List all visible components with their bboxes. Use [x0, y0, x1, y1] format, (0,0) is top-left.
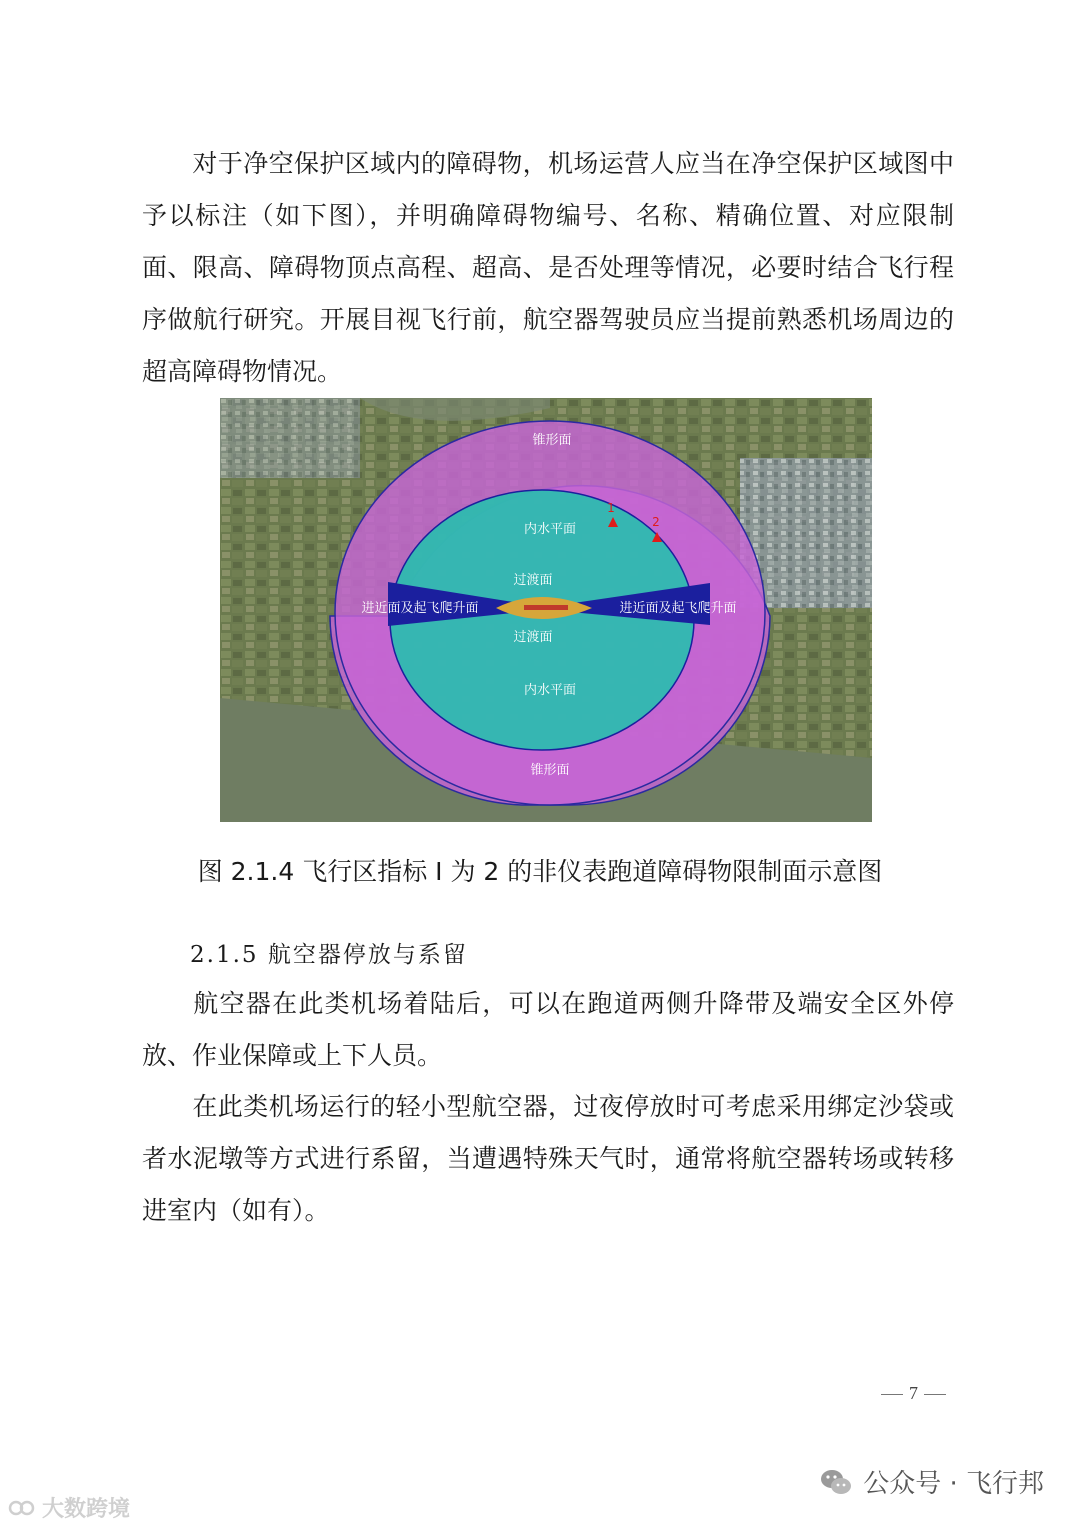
urban-area-nw [220, 398, 360, 478]
label-inner-horizontal-top: 内水平面 [523, 522, 577, 537]
paragraph-obstacles [142, 138, 954, 398]
paragraph-parking-text: 航空器在此类机场着陆后，可以在跑道两侧升降带及端安全区外停放、作业保障或上下人员。 [142, 989, 954, 1070]
figure-caption: 图 2.1.4 飞行区指标 I 为 2 的非仪表跑道障碍物限制面示意图 [197, 857, 883, 886]
label-approach-right: 进近面及起飞爬升面 [619, 601, 737, 616]
wechat-account [819, 1463, 1044, 1500]
wechat-label: 公众号 · 飞行邦 [863, 1469, 1044, 1499]
watermark-text: 大数跨境 [42, 1497, 131, 1522]
wechat-icon [819, 1465, 853, 1499]
paragraph-mooring-text: 在此类机场运行的轻小型航空器，过夜停放时可考虑采用绑定沙袋或者水泥墩等方式进行系留，当遭遇特殊天气时，通常将航空器转场或转移进室内（如有）。 [142, 1092, 954, 1225]
watermark [8, 1492, 130, 1523]
label-transitional-bottom: 过渡面 [513, 630, 553, 645]
section-heading: 2.1.5 航空器停放与系留 [190, 942, 468, 968]
paragraph-obstacles-text: 对于净空保护区域内的障碍物，机场运营人应当在净空保护区域图中予以标注（如下图），并明确障碍物编号、名称、精确位置、对应限制面、限高、障碍物顶点高程、超高、是否处理等情况，必要时结合飞行程序做航行研究。开展目视飞行前，航空器驾驶员应当提前熟悉机场周边的超高障碍物情况。 [142, 149, 954, 386]
watermark-logo-icon [8, 1497, 36, 1519]
label-approach-left: 进近面及起飞爬升面 [361, 601, 479, 616]
obstacle-label-2: 2 [652, 515, 660, 529]
label-transitional-top: 过渡面 [513, 573, 553, 588]
paragraph-mooring [142, 1081, 954, 1237]
obstacle-label-1: 1 [607, 501, 615, 515]
obstacle-limitation-diagram [220, 398, 872, 822]
label-inner-horizontal-bottom: 内水平面 [523, 683, 577, 698]
obstacle-limitation-figure [220, 398, 872, 822]
paragraph-parking [142, 978, 954, 1082]
page-number-value: 7 [909, 1383, 918, 1403]
label-conical-bottom: 锥形面 [530, 763, 570, 778]
page-number [875, 1383, 952, 1404]
label-conical-top: 锥形面 [532, 433, 572, 448]
runway [524, 605, 568, 610]
